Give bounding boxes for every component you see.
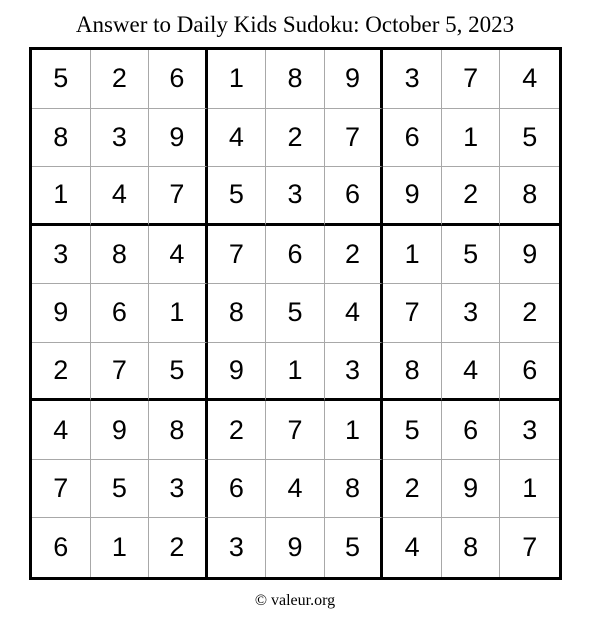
sudoku-cell: 5 [383, 401, 442, 460]
sudoku-cell: 3 [500, 401, 559, 460]
sudoku-cell: 8 [442, 518, 501, 577]
sudoku-cell: 9 [208, 343, 267, 402]
sudoku-cell: 3 [149, 460, 208, 519]
sudoku-cell: 2 [383, 460, 442, 519]
sudoku-cell: 7 [325, 109, 384, 168]
sudoku-cell: 8 [325, 460, 384, 519]
sudoku-cell: 5 [325, 518, 384, 577]
sudoku-cell: 7 [32, 460, 91, 519]
sudoku-cell: 6 [208, 460, 267, 519]
sudoku-cell: 1 [442, 109, 501, 168]
sudoku-cell: 2 [500, 284, 559, 343]
sudoku-cell: 8 [208, 284, 267, 343]
sudoku-cell: 3 [266, 167, 325, 226]
sudoku-cell: 2 [32, 343, 91, 402]
sudoku-cell: 4 [442, 343, 501, 402]
sudoku-cell: 6 [442, 401, 501, 460]
sudoku-cell: 6 [91, 284, 150, 343]
copyright-footer: © valeur.org [254, 592, 336, 609]
sudoku-cell: 8 [266, 50, 325, 109]
sudoku-cell: 4 [383, 518, 442, 577]
sudoku-cell: 1 [325, 401, 384, 460]
sudoku-cell: 9 [32, 284, 91, 343]
sudoku-cell: 9 [149, 109, 208, 168]
sudoku-cell: 3 [325, 343, 384, 402]
sudoku-cell: 3 [383, 50, 442, 109]
sudoku-cell: 9 [266, 518, 325, 577]
sudoku-cell: 4 [266, 460, 325, 519]
sudoku-cell: 9 [383, 167, 442, 226]
sudoku-cell: 6 [383, 109, 442, 168]
sudoku-cell: 6 [266, 226, 325, 285]
sudoku-board [29, 47, 562, 580]
sudoku-cell: 9 [325, 50, 384, 109]
sudoku-cell: 1 [208, 50, 267, 109]
sudoku-cell: 8 [383, 343, 442, 402]
sudoku-cell: 7 [149, 167, 208, 226]
sudoku-cell: 5 [149, 343, 208, 402]
sudoku-cell: 7 [522, 532, 538, 563]
sudoku-cell: 4 [325, 284, 384, 343]
sudoku-cell: 5 [208, 167, 267, 226]
sudoku-cell: 7 [91, 343, 150, 402]
sudoku-cell: 7 [383, 284, 442, 343]
sudoku-cell: 3 [91, 109, 150, 168]
sudoku-cell: 6 [32, 518, 91, 577]
sudoku-cell: 2 [149, 518, 208, 577]
sudoku-cell: 5 [91, 460, 150, 519]
sudoku-cell: 2 [208, 401, 267, 460]
page-title: Answer to Daily Kids Sudoku: October 5, 2023 [75, 12, 515, 37]
sudoku-cell: 7 [442, 50, 501, 109]
sudoku-cell: 8 [149, 401, 208, 460]
sudoku-cell: 2 [442, 167, 501, 226]
sudoku-cell: 5 [500, 109, 559, 168]
sudoku-cell: 1 [266, 343, 325, 402]
sudoku-cell: 1 [500, 460, 559, 519]
sudoku-cell: 6 [149, 50, 208, 109]
sudoku-cell: 2 [91, 50, 150, 109]
sudoku-cell: 4 [500, 50, 559, 109]
sudoku-cell: 6 [500, 343, 559, 402]
sudoku-cell: 5 [266, 284, 325, 343]
sudoku-cell: 4 [91, 167, 150, 226]
sudoku-cell: 1 [32, 167, 91, 226]
sudoku-cell: 9 [500, 226, 559, 285]
sudoku-cell: 3 [32, 226, 91, 285]
sudoku-cell: 8 [500, 167, 559, 226]
sudoku-cell: 8 [91, 226, 150, 285]
sudoku-cell: 4 [32, 401, 91, 460]
sudoku-cell: 5 [442, 226, 501, 285]
sudoku-cell: 7 [266, 401, 325, 460]
sudoku-cell: 9 [442, 460, 501, 519]
sudoku-cell: 4 [149, 226, 208, 285]
sudoku-cell: 3 [208, 518, 267, 577]
sudoku-cell: 5 [32, 50, 91, 109]
sudoku-cell: 3 [442, 284, 501, 343]
sudoku-cell: 1 [91, 518, 150, 577]
sudoku-cell: 4 [208, 109, 267, 168]
sudoku-cell: 2 [325, 226, 384, 285]
sudoku-cell: 8 [32, 109, 91, 168]
sudoku-cell: 6 [325, 167, 384, 226]
sudoku-cell: 1 [149, 284, 208, 343]
sudoku-cell: 9 [91, 401, 150, 460]
sudoku-cell: 7 [208, 226, 267, 285]
sudoku-cell: 2 [266, 109, 325, 168]
sudoku-cell: 1 [383, 226, 442, 285]
